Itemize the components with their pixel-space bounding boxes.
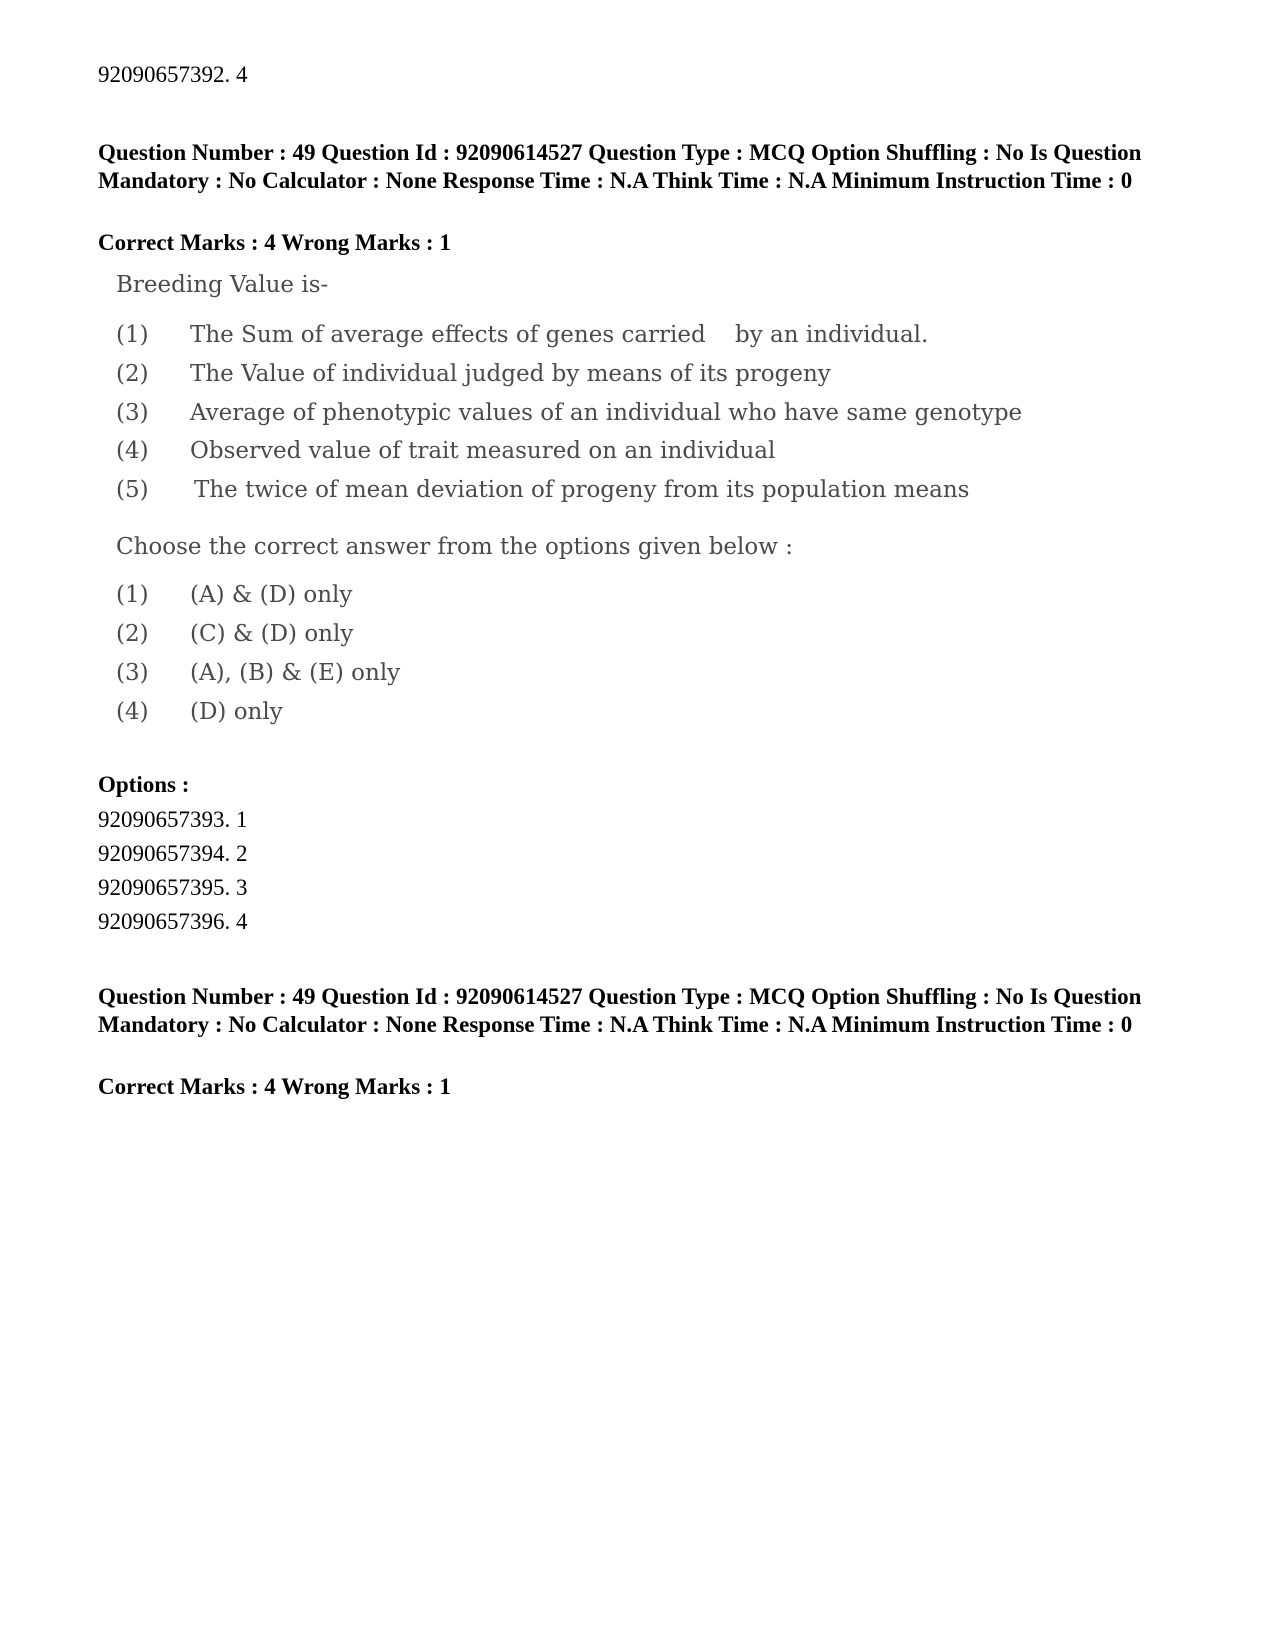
option-line: 92090657394. 2 xyxy=(98,841,248,866)
choice-number: (1) xyxy=(116,582,149,608)
answer-prompt: Choose the correct answer from the options given below : xyxy=(116,534,793,560)
statement-text: Observed value of trait measured on an individual xyxy=(190,438,776,464)
option-line: 92090657395. 3 xyxy=(98,875,248,900)
choice-text: (C) & (D) only xyxy=(190,621,354,647)
question-image xyxy=(98,272,1038,762)
statement-number: (1) xyxy=(116,322,149,348)
statement-item xyxy=(116,438,775,464)
statement-text: The twice of mean deviation of progeny from its population means xyxy=(194,477,970,503)
choice-text: (A) & (D) only xyxy=(190,582,353,608)
choice-item xyxy=(116,582,352,608)
options-heading: Options : xyxy=(98,772,190,797)
statement-number: (4) xyxy=(116,438,149,464)
previous-option-line: 92090657392. 4 xyxy=(98,62,248,87)
statement-item xyxy=(116,477,969,503)
choice-item xyxy=(116,699,283,725)
choice-number: (4) xyxy=(116,699,149,725)
choice-number: (3) xyxy=(116,660,149,686)
option-line: 92090657393. 1 xyxy=(98,807,248,832)
statement-text: Average of phenotypic values of an individual who have same genotype xyxy=(190,400,1023,426)
question-marks: Correct Marks : 4 Wrong Marks : 1 xyxy=(98,230,451,255)
option-line: 92090657396. 4 xyxy=(98,909,248,934)
statement-number: (3) xyxy=(116,400,149,426)
question-stem: Breeding Value is- xyxy=(116,272,329,298)
statement-item xyxy=(116,361,831,387)
statement-text: The Sum of average effects of genes carried by an individual. xyxy=(190,322,929,348)
choice-item xyxy=(116,660,400,686)
statement-number: (5) xyxy=(116,477,149,503)
question-meta: Question Number : 49 Question Id : 92090614527 Question Type : MCQ Option Shuffling : No Is Question Mandatory : No Calculator : None Response Time : N.A Think Time : N.A Minimum Instruction Time : 0 xyxy=(98,984,1142,1037)
question-marks: Correct Marks : 4 Wrong Marks : 1 xyxy=(98,1074,451,1099)
statement-text: The Value of individual judged by means of its progeny xyxy=(190,361,831,387)
choice-text: (D) only xyxy=(190,699,283,725)
choice-text: (A), (B) & (E) only xyxy=(190,660,401,686)
statement-number: (2) xyxy=(116,361,149,387)
choice-item xyxy=(116,621,353,647)
question-meta: Question Number : 49 Question Id : 92090614527 Question Type : MCQ Option Shuffling : No Is Question Mandatory : No Calculator : None Response Time : N.A Think Time : N.A Minimum Instruction Time : 0 xyxy=(98,140,1142,193)
choice-number: (2) xyxy=(116,621,149,647)
statement-item xyxy=(116,400,1022,426)
statement-item xyxy=(116,322,928,348)
